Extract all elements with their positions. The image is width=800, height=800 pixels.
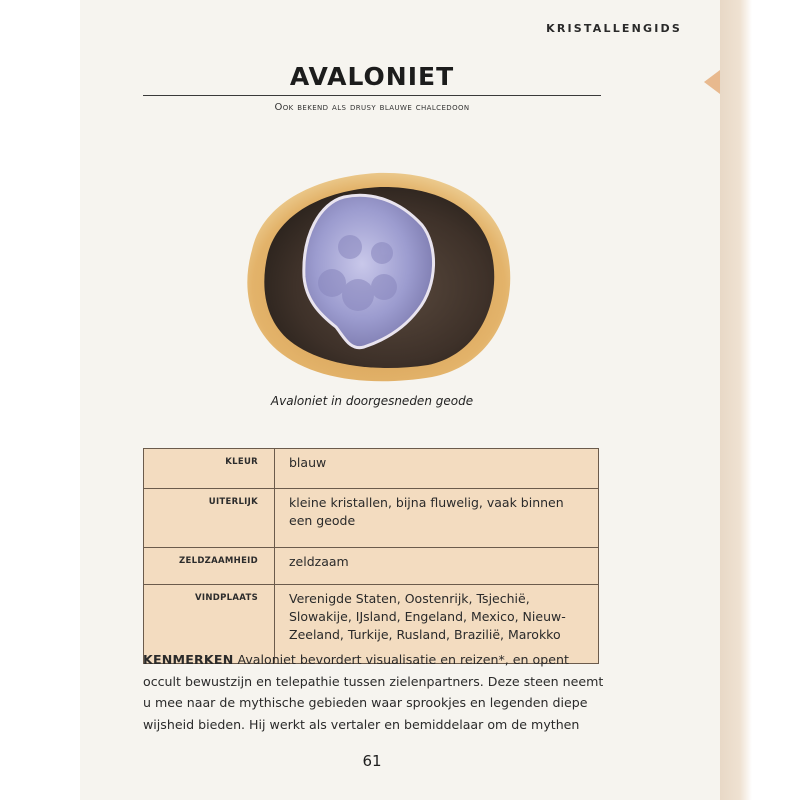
property-value: kleine kristallen, bijna fluwelig, vaak binnen een geode — [275, 489, 599, 548]
body-paragraph — [143, 649, 605, 735]
geode-illustration — [232, 165, 520, 383]
property-value: zeldzaam — [275, 548, 599, 585]
outer-margin-left — [0, 0, 80, 800]
properties-table — [143, 448, 599, 664]
property-value: Verenigde Staten, Oostenrijk, Tsjechië, Slowakije, IJsland, Engeland, Mexico, Nieuw-Zeeland, Turkije, Rusland, Brazilië, Marokko — [275, 585, 599, 664]
property-key: KLEUR — [144, 449, 275, 489]
body-text: Avaloniet bevordert visualisatie en reizen*, en opent occult bewustzijn en telepathie tussen zielenpartners. Deze steen neemt u mee naar de mythische gebieden waar sprookjes en legenden diepe wijsheid bieden. Hij werkt als vertaler en bemiddelaar om de mythen — [143, 652, 604, 732]
table-row — [144, 489, 599, 548]
section-lead: KENMERKEN — [143, 652, 234, 667]
property-value: blauw — [275, 449, 599, 489]
page-title: AVALONIET — [289, 62, 455, 91]
page-number: 61 — [362, 752, 382, 770]
image-caption: Avaloniet in doorgesneden geode — [270, 394, 474, 408]
page-subtitle: Ook bekend als drusy blauwe chalcedoon — [274, 102, 470, 113]
property-key: ZELDZAAMHEID — [144, 548, 275, 585]
running-head: KRISTALLENGIDS — [546, 22, 682, 35]
geode-photo — [232, 165, 520, 383]
section-tab-marker — [704, 70, 720, 94]
property-key: VINDPLAATS — [144, 585, 275, 664]
table-row — [144, 449, 599, 489]
page-edge-right — [720, 0, 800, 800]
title-rule — [143, 95, 601, 96]
property-key: UITERLIJK — [144, 489, 275, 548]
table-row — [144, 548, 599, 585]
